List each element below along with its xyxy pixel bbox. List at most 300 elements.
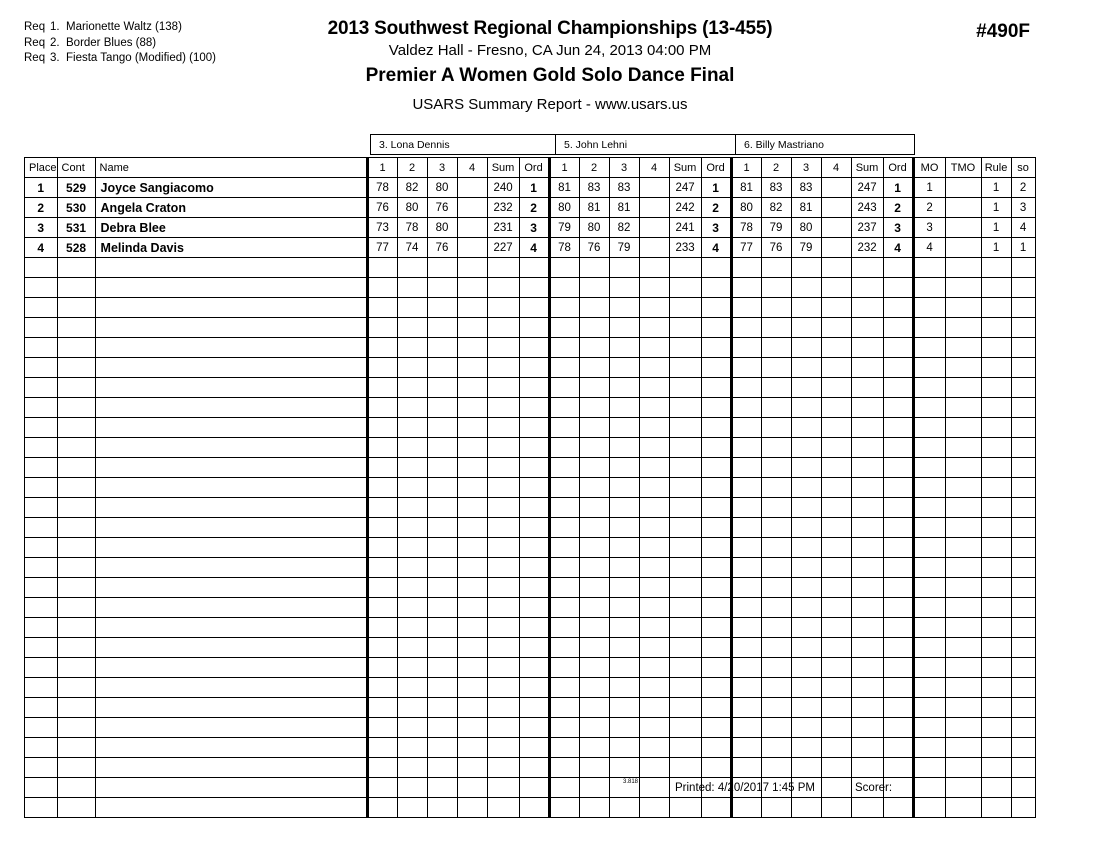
cell-judge1-score2	[397, 438, 427, 458]
cell-so	[1011, 278, 1035, 298]
cell-judge1-sum	[487, 398, 519, 418]
cell-mo	[913, 718, 945, 738]
cell-judge1-sum	[487, 798, 519, 818]
cell-judge1-score2: 80	[397, 198, 427, 218]
cell-so	[1011, 478, 1035, 498]
cell-judge3-sum	[851, 558, 883, 578]
cell-judge2-score3	[609, 518, 639, 538]
cell-judge2-score1	[549, 378, 579, 398]
cell-judge1-score1	[367, 598, 397, 618]
cell-judge2-score2	[579, 418, 609, 438]
cell-judge3-score3	[791, 698, 821, 718]
cell-judge3-score1	[731, 538, 761, 558]
cell-so	[1011, 398, 1035, 418]
cell-judge3-score3	[791, 558, 821, 578]
cell-judge3-score4	[821, 638, 851, 658]
cell-judge3-score2	[761, 298, 791, 318]
cell-place	[25, 378, 58, 398]
cell-name	[95, 418, 367, 438]
cell-judge1-score4	[457, 758, 487, 778]
cell-rule	[981, 518, 1011, 538]
cell-judge1-score2	[397, 578, 427, 598]
cell-judge3-score3	[791, 458, 821, 478]
cell-mo	[913, 638, 945, 658]
cell-judge3-score3	[791, 418, 821, 438]
cell-so	[1011, 758, 1035, 778]
cell-tmo	[945, 578, 981, 598]
cell-judge1-ord	[519, 758, 549, 778]
column-header-judge1-score1: 1	[367, 158, 397, 178]
cell-judge3-ord	[883, 478, 913, 498]
cell-judge1-score1	[367, 718, 397, 738]
cell-judge2-score3	[609, 598, 639, 618]
cell-judge3-ord	[883, 498, 913, 518]
cell-judge2-ord	[701, 498, 731, 518]
cell-judge2-score2	[579, 538, 609, 558]
cell-judge3-sum	[851, 518, 883, 538]
cell-judge1-score4	[457, 618, 487, 638]
column-header-judge3-score2: 2	[761, 158, 791, 178]
cell-place	[25, 278, 58, 298]
cell-judge2-score3	[609, 638, 639, 658]
cell-judge3-sum	[851, 418, 883, 438]
cell-mo	[913, 298, 945, 318]
cell-judge3-score3	[791, 438, 821, 458]
cell-judge2-score3	[609, 578, 639, 598]
cell-judge3-ord	[883, 658, 913, 678]
cell-place	[25, 698, 58, 718]
cell-mo	[913, 438, 945, 458]
cell-rule: 1	[981, 238, 1011, 258]
cell-judge1-score3	[427, 518, 457, 538]
cell-judge3-score4	[821, 478, 851, 498]
cell-judge2-score4	[639, 798, 669, 818]
cell-judge1-ord	[519, 558, 549, 578]
report-header	[0, 18, 1100, 113]
cell-judge1-ord	[519, 578, 549, 598]
cell-judge3-score1	[731, 338, 761, 358]
cell-judge1-score3: 80	[427, 218, 457, 238]
cell-tmo	[945, 658, 981, 678]
cell-judge1-score3	[427, 698, 457, 718]
cell-judge2-score4	[639, 298, 669, 318]
cell-judge1-score3	[427, 558, 457, 578]
cell-judge2-sum: 241	[669, 218, 701, 238]
cell-mo	[913, 458, 945, 478]
cell-judge3-sum	[851, 438, 883, 458]
requirement-number: 3.	[50, 52, 60, 64]
cell-name	[95, 278, 367, 298]
cell-judge3-score4	[821, 498, 851, 518]
cell-mo	[913, 318, 945, 338]
column-header-mo: MO	[913, 158, 945, 178]
cell-judge3-ord	[883, 758, 913, 778]
cell-judge1-score1	[367, 558, 397, 578]
cell-judge3-score1	[731, 738, 761, 758]
cell-judge3-ord	[883, 618, 913, 638]
cell-judge2-ord	[701, 258, 731, 278]
column-header-place: Place	[25, 158, 58, 178]
cell-judge1-score3	[427, 718, 457, 738]
table-row-blank	[25, 578, 1036, 598]
cell-judge1-sum	[487, 618, 519, 638]
cell-tmo	[945, 698, 981, 718]
cell-rule	[981, 578, 1011, 598]
cell-mo	[913, 378, 945, 398]
cell-mo	[913, 258, 945, 278]
cell-judge2-ord	[701, 578, 731, 598]
cell-judge3-score3: 81	[791, 198, 821, 218]
cell-judge2-score3	[609, 398, 639, 418]
column-header-judge2-ord: Ord	[701, 158, 731, 178]
cell-judge1-score2	[397, 258, 427, 278]
cell-judge3-score1	[731, 758, 761, 778]
column-header-judge1-ord: Ord	[519, 158, 549, 178]
cell-judge2-score2: 81	[579, 198, 609, 218]
cell-judge1-score3: 80	[427, 178, 457, 198]
requirement-number: 1.	[50, 21, 60, 33]
cell-rule	[981, 598, 1011, 618]
cell-tmo	[945, 318, 981, 338]
cell-judge1-ord: 2	[519, 198, 549, 218]
cell-judge3-score1: 77	[731, 238, 761, 258]
cell-judge3-score3	[791, 618, 821, 638]
cell-judge2-score4	[639, 658, 669, 678]
cell-judge3-score2	[761, 378, 791, 398]
cell-judge3-sum	[851, 758, 883, 778]
cell-mo	[913, 698, 945, 718]
cell-name	[95, 758, 367, 778]
cell-judge3-score4	[821, 578, 851, 598]
cell-tmo	[945, 458, 981, 478]
cell-judge2-score1	[549, 338, 579, 358]
cell-mo	[913, 278, 945, 298]
cell-judge3-score2: 76	[761, 238, 791, 258]
cell-judge2-sum	[669, 398, 701, 418]
cell-judge2-ord	[701, 458, 731, 478]
cell-judge1-sum: 232	[487, 198, 519, 218]
cell-rule	[981, 778, 1011, 798]
cell-judge2-score2	[579, 478, 609, 498]
cell-judge1-ord	[519, 618, 549, 638]
cell-judge2-score2	[579, 698, 609, 718]
cell-judge3-score3	[791, 638, 821, 658]
cell-name	[95, 638, 367, 658]
cell-judge3-score2	[761, 438, 791, 458]
cell-judge2-sum	[669, 738, 701, 758]
cell-judge3-score2	[761, 678, 791, 698]
cell-judge1-score2	[397, 418, 427, 438]
cell-judge1-score2	[397, 378, 427, 398]
cell-judge1-ord	[519, 358, 549, 378]
cell-judge1-score2	[397, 638, 427, 658]
cell-judge1-score3	[427, 438, 457, 458]
cell-judge1-score4	[457, 298, 487, 318]
cell-judge2-score2: 80	[579, 218, 609, 238]
cell-judge2-score2	[579, 358, 609, 378]
cell-judge3-score4	[821, 718, 851, 738]
cell-place	[25, 658, 58, 678]
cell-judge3-score3	[791, 258, 821, 278]
cell-judge3-score4	[821, 598, 851, 618]
cell-judge2-score4	[639, 278, 669, 298]
cell-judge1-ord	[519, 718, 549, 738]
cell-so	[1011, 298, 1035, 318]
cell-rule	[981, 758, 1011, 778]
cell-judge1-sum	[487, 458, 519, 478]
cell-tmo	[945, 258, 981, 278]
cell-judge1-score1	[367, 518, 397, 538]
cell-judge1-score4	[457, 358, 487, 378]
cell-judge2-ord	[701, 298, 731, 318]
cell-judge1-score4	[457, 638, 487, 658]
judge-header-strip	[370, 134, 915, 155]
cell-judge1-score4	[457, 318, 487, 338]
cell-cont	[57, 578, 95, 598]
cell-judge3-sum	[851, 638, 883, 658]
judge-header-2: 5. John Lehni	[555, 134, 735, 155]
cell-name	[95, 298, 367, 318]
cell-cont: 530	[57, 198, 95, 218]
column-header-judge3-sum: Sum	[851, 158, 883, 178]
cell-cont	[57, 358, 95, 378]
table-row-blank	[25, 618, 1036, 638]
cell-place	[25, 338, 58, 358]
table-row-blank	[25, 478, 1036, 498]
cell-judge2-sum: 242	[669, 198, 701, 218]
event-title: Premier A Women Gold Solo Dance Final	[365, 65, 735, 86]
cell-judge2-sum	[669, 698, 701, 718]
cell-judge1-score2	[397, 558, 427, 578]
cell-judge3-score1: 78	[731, 218, 761, 238]
cell-place	[25, 538, 58, 558]
table-row-blank	[25, 398, 1036, 418]
cell-judge2-score3	[609, 698, 639, 718]
cell-judge3-score3	[791, 598, 821, 618]
judge-header-1: 3. Lona Dennis	[370, 134, 555, 155]
cell-judge1-score2	[397, 498, 427, 518]
cell-judge3-sum	[851, 698, 883, 718]
cell-judge2-score2	[579, 498, 609, 518]
cell-judge1-score4	[457, 478, 487, 498]
cell-judge1-score2: 78	[397, 218, 427, 238]
table-row-blank	[25, 678, 1036, 698]
cell-judge2-score4	[639, 478, 669, 498]
table-row	[25, 218, 1036, 238]
cell-judge1-ord	[519, 338, 549, 358]
cell-judge3-score2	[761, 458, 791, 478]
cell-judge2-sum	[669, 638, 701, 658]
cell-judge1-score2	[397, 618, 427, 638]
column-header-judge2-score4: 4	[639, 158, 669, 178]
column-header-name: Name	[95, 158, 367, 178]
cell-cont	[57, 258, 95, 278]
cell-judge3-score4	[821, 658, 851, 678]
score-table	[24, 157, 1036, 818]
cell-judge2-ord	[701, 798, 731, 818]
cell-cont	[57, 438, 95, 458]
cell-place	[25, 398, 58, 418]
cell-mo	[913, 738, 945, 758]
cell-judge2-score4	[639, 458, 669, 478]
cell-judge2-score4	[639, 418, 669, 438]
cell-judge3-score4	[821, 458, 851, 478]
table-row-blank	[25, 658, 1036, 678]
cell-judge1-score3	[427, 798, 457, 818]
cell-judge2-score2	[579, 738, 609, 758]
table-row-blank	[25, 278, 1036, 298]
cell-cont	[57, 398, 95, 418]
cell-judge3-score3	[791, 678, 821, 698]
cell-judge3-score2	[761, 498, 791, 518]
cell-judge2-score2	[579, 558, 609, 578]
cell-judge2-score1	[549, 318, 579, 338]
cell-judge2-ord	[701, 638, 731, 658]
cell-place: 3	[25, 218, 58, 238]
cell-judge3-score2	[761, 718, 791, 738]
cell-judge1-ord: 4	[519, 238, 549, 258]
cell-judge1-ord	[519, 498, 549, 518]
cell-judge1-sum	[487, 538, 519, 558]
cell-judge3-score3	[791, 318, 821, 338]
cell-mo: 4	[913, 238, 945, 258]
cell-judge1-score3: 76	[427, 238, 457, 258]
cell-judge3-score4	[821, 258, 851, 278]
cell-judge1-score2	[397, 698, 427, 718]
cell-judge3-score2	[761, 478, 791, 498]
cell-judge1-sum	[487, 278, 519, 298]
cell-rule	[981, 678, 1011, 698]
cell-judge3-score3	[791, 658, 821, 678]
cell-judge3-score1	[731, 438, 761, 458]
cell-judge1-score3	[427, 418, 457, 438]
cell-judge3-ord	[883, 358, 913, 378]
cell-judge1-ord	[519, 298, 549, 318]
cell-judge2-score3: 79	[609, 238, 639, 258]
cell-judge1-score2	[397, 478, 427, 498]
cell-tmo	[945, 178, 981, 198]
cell-judge3-score1	[731, 658, 761, 678]
cell-judge1-ord: 1	[519, 178, 549, 198]
cell-judge3-score2	[761, 798, 791, 818]
cell-place	[25, 598, 58, 618]
cell-judge1-score1	[367, 338, 397, 358]
table-row-blank	[25, 418, 1036, 438]
cell-place	[25, 638, 58, 658]
cell-mo: 1	[913, 178, 945, 198]
cell-cont	[57, 678, 95, 698]
cell-judge2-score1	[549, 498, 579, 518]
column-header-cont: Cont	[57, 158, 95, 178]
cell-judge1-score2	[397, 598, 427, 618]
cell-judge3-ord	[883, 438, 913, 458]
cell-so	[1011, 318, 1035, 338]
cell-judge1-score4	[457, 398, 487, 418]
cell-judge3-sum	[851, 258, 883, 278]
cell-judge1-ord	[519, 678, 549, 698]
cell-name	[95, 318, 367, 338]
cell-tmo	[945, 378, 981, 398]
cell-judge1-score3	[427, 338, 457, 358]
cell-judge3-sum	[851, 738, 883, 758]
cell-judge1-score2: 82	[397, 178, 427, 198]
cell-judge2-score3	[609, 738, 639, 758]
cell-judge1-score3	[427, 378, 457, 398]
cell-judge3-score4	[821, 298, 851, 318]
cell-tmo	[945, 278, 981, 298]
cell-judge3-score2	[761, 318, 791, 338]
cell-tmo	[945, 798, 981, 818]
cell-judge2-sum: 233	[669, 238, 701, 258]
cell-rule	[981, 738, 1011, 758]
cell-place: 2	[25, 198, 58, 218]
cell-judge2-sum	[669, 498, 701, 518]
cell-rule	[981, 698, 1011, 718]
cell-judge2-ord	[701, 438, 731, 458]
cell-judge2-ord	[701, 698, 731, 718]
cell-cont	[57, 658, 95, 678]
cell-judge2-score4	[639, 178, 669, 198]
cell-name	[95, 678, 367, 698]
cell-judge2-ord: 1	[701, 178, 731, 198]
cell-judge3-score2	[761, 578, 791, 598]
cell-name: Melinda Davis	[95, 238, 367, 258]
cell-judge2-sum	[669, 318, 701, 338]
cell-judge1-ord	[519, 658, 549, 678]
table-row-blank	[25, 458, 1036, 478]
cell-name	[95, 598, 367, 618]
cell-place	[25, 418, 58, 438]
cell-tmo	[945, 438, 981, 458]
cell-rule	[981, 658, 1011, 678]
cell-judge3-score2	[761, 538, 791, 558]
cell-judge2-score4	[639, 398, 669, 418]
cell-judge3-score1: 81	[731, 178, 761, 198]
cell-judge2-score3	[609, 278, 639, 298]
cell-judge3-score4	[821, 238, 851, 258]
cell-judge3-ord: 2	[883, 198, 913, 218]
cell-tmo	[945, 338, 981, 358]
cell-judge1-score3	[427, 578, 457, 598]
cell-judge2-score2	[579, 758, 609, 778]
cell-judge1-score1	[367, 538, 397, 558]
cell-judge3-ord	[883, 578, 913, 598]
cell-name	[95, 578, 367, 598]
cell-rule	[981, 278, 1011, 298]
cell-cont	[57, 698, 95, 718]
cell-judge3-sum	[851, 338, 883, 358]
cell-judge3-ord	[883, 278, 913, 298]
column-header-judge1-score3: 3	[427, 158, 457, 178]
cell-cont: 528	[57, 238, 95, 258]
cell-judge1-ord	[519, 378, 549, 398]
cell-judge2-score1: 80	[549, 198, 579, 218]
cell-name	[95, 718, 367, 738]
cell-judge3-score1	[731, 498, 761, 518]
cell-judge1-ord	[519, 418, 549, 438]
cell-judge3-sum	[851, 398, 883, 418]
cell-judge2-score2	[579, 298, 609, 318]
cell-judge2-score2	[579, 518, 609, 538]
column-header-so: so	[1011, 158, 1035, 178]
cell-judge3-score4	[821, 798, 851, 818]
cell-judge3-ord: 1	[883, 178, 913, 198]
cell-cont	[57, 538, 95, 558]
cell-judge2-score1	[549, 618, 579, 638]
cell-judge1-ord	[519, 598, 549, 618]
cell-place	[25, 798, 58, 818]
cell-tmo	[945, 518, 981, 538]
